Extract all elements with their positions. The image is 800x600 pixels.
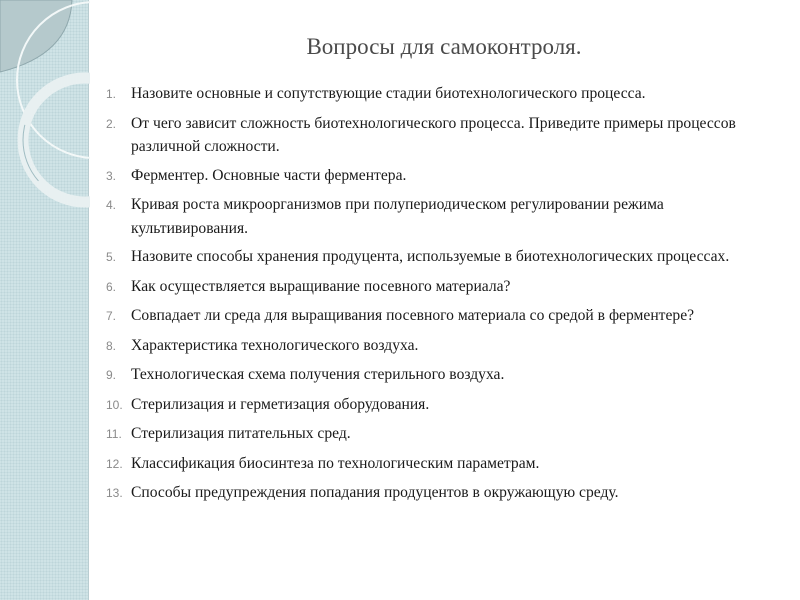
question-item	[100, 112, 770, 159]
item-number: 5.	[106, 250, 117, 264]
question-text: Как осуществляется выращивание посевного материала?	[131, 277, 511, 295]
question-text: Стерилизация и герметизация оборудования.	[131, 395, 430, 413]
item-number: 7.	[106, 309, 117, 323]
question-text: Характеристика технологического воздуха.	[131, 336, 419, 354]
slide-title: Вопросы для самоконтроля.	[306, 34, 582, 59]
item-number: 10.	[106, 397, 123, 412]
question-item	[100, 82, 770, 107]
item-number: 11.	[106, 427, 122, 441]
item-number: 9.	[106, 368, 117, 382]
item-number: 12.	[106, 456, 123, 471]
question-text: Назовите способы хранения продуцента, используемые в биотехнологических процессах.	[131, 248, 730, 265]
question-text: Классификация биосинтеза по технологическим параметрам.	[131, 454, 540, 472]
item-number: 6.	[106, 279, 117, 294]
item-number: 13.	[106, 486, 123, 500]
question-item	[100, 452, 770, 477]
item-number: 1.	[106, 87, 117, 101]
decorative-side-panel	[0, 0, 89, 600]
question-text: Стерилизация питательных сред.	[131, 425, 351, 442]
item-number: 4.	[106, 198, 117, 212]
question-item	[100, 275, 770, 300]
question-item	[100, 422, 770, 447]
questions-list	[100, 82, 770, 511]
question-item	[100, 245, 770, 270]
question-text: Ферментер. Основные части ферментера.	[131, 166, 407, 184]
question-item	[100, 393, 770, 418]
question-item	[100, 304, 770, 329]
question-text: Технологическая схема получения стерильного воздуха.	[131, 366, 505, 383]
question-text: Совпадает ли среда для выращивания посевного материала со средой в ферментере?	[131, 307, 695, 324]
question-item	[100, 334, 770, 359]
question-text: Кривая роста микроорганизмов при полупериодическом регулировании режима культивирования.	[131, 196, 664, 237]
question-text: От чего зависит сложность биотехнологического процесса. Приведите примеры процессов различной сложности.	[131, 114, 736, 155]
question-text: Назовите основные и сопутствующие стадии биотехнологического процесса.	[131, 85, 646, 102]
item-number: 8.	[106, 338, 117, 353]
question-text: Способы предупреждения попадания продуцентов в окружающую среду.	[131, 484, 619, 501]
question-item	[100, 193, 770, 240]
question-item	[100, 363, 770, 388]
item-number: 3.	[106, 168, 117, 183]
item-number: 2.	[106, 116, 117, 131]
question-item	[100, 164, 770, 189]
question-item	[100, 481, 770, 506]
decorative-circles-icon	[0, 0, 90, 250]
